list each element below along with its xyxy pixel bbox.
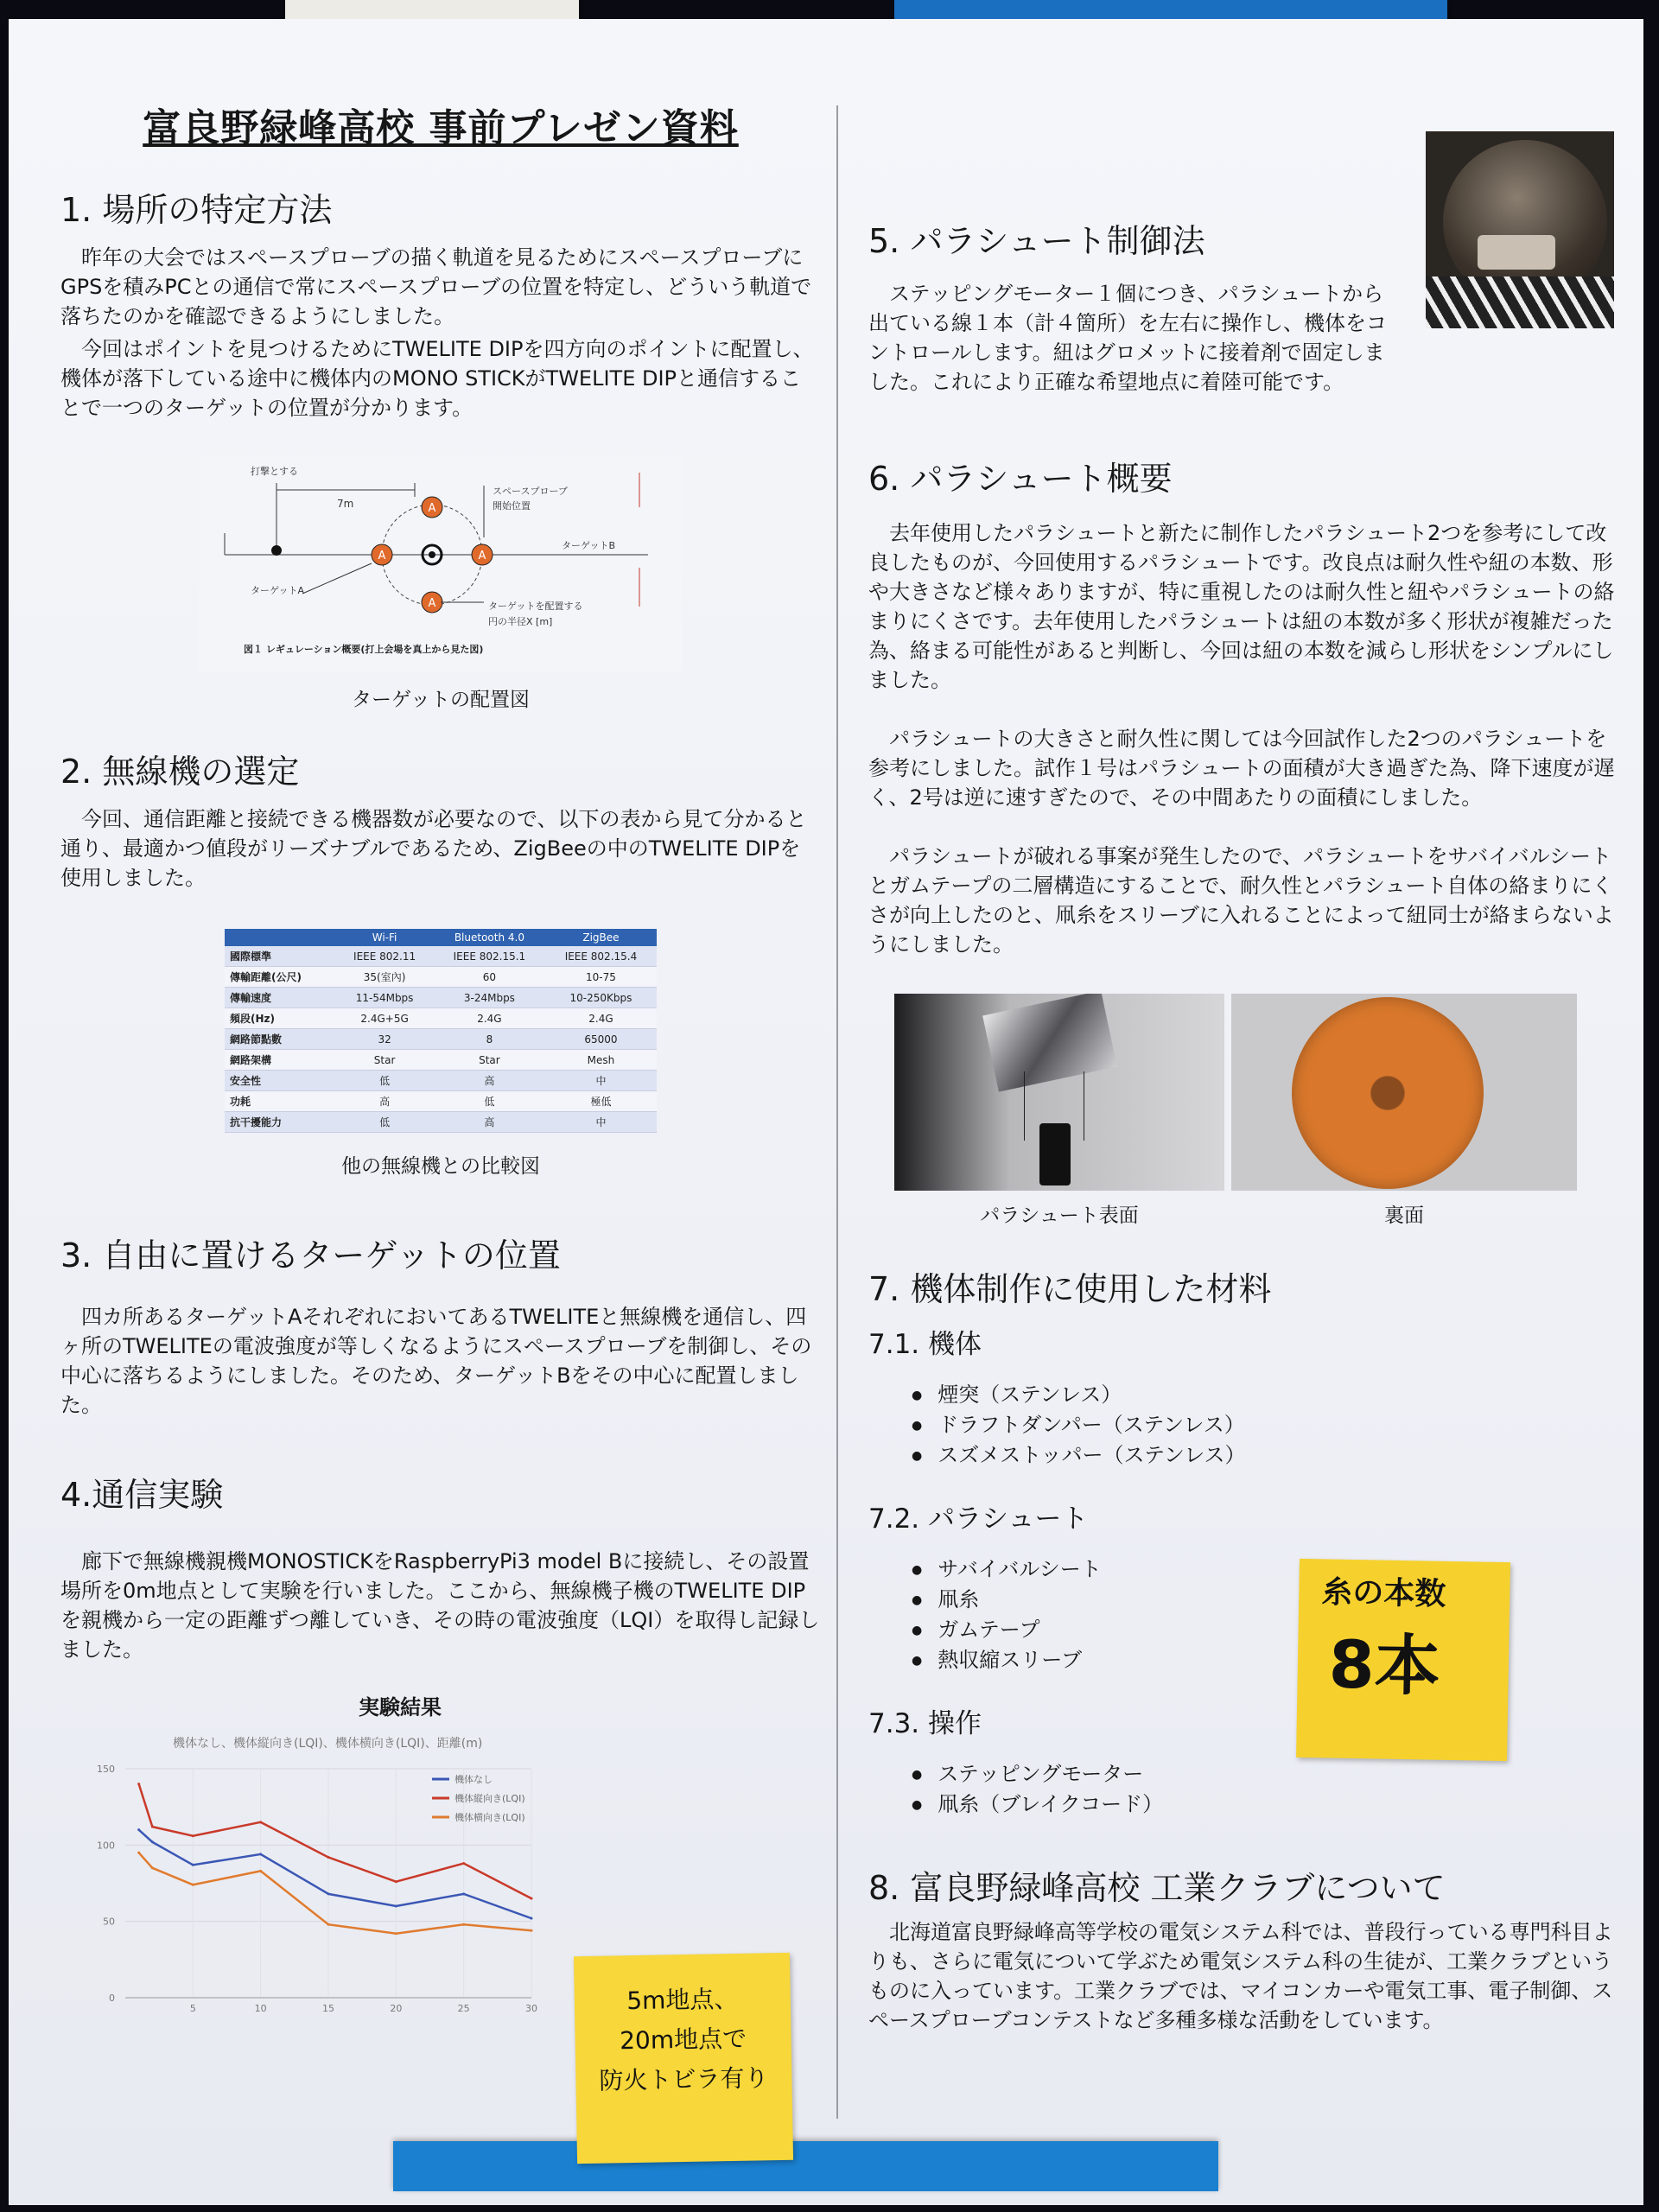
table-cell: Mesh: [545, 1050, 657, 1071]
data-point: [192, 1864, 194, 1866]
parachute-back-photo: [1231, 994, 1577, 1191]
table-cell: 極低: [545, 1091, 657, 1112]
table-cell: 抗干擾能力: [225, 1112, 335, 1133]
paragraph: 北海道富良野緑峰高等学校の電気システム科では、普段行っている専門科目よりも、さらに電気について学ぶため電気システム科の生徒が、工業クラブというものに入っています。工業クラブでは、マイコンカーや電気工事、電子制御、スペースプローブコンテストなど多種多様な活動をしています。: [868, 1920, 1613, 2032]
data-point: [151, 1840, 154, 1843]
materials-list: [912, 1380, 1620, 1471]
paragraph: パラシュートの大きさと耐久性に関しては今回試作した2つのパラシュートを参考にしました。試作１号はパラシュートの面積が大き過ぎた為、降下速度が遅く、2号は逆に速すぎたので、その中間あたりの面積にしました。: [868, 727, 1615, 810]
table-cell: Star: [335, 1050, 434, 1071]
table-cell: 3-24Mbps: [434, 988, 545, 1008]
radio-comparison-figure: [60, 929, 821, 1179]
table-header-cell: ZigBee: [545, 929, 657, 946]
table-cell: 高: [434, 1112, 545, 1133]
paragraph: ステッピングモーター１個につき、パラシュートから出ている線１本（計４箇所）を左右に操作し、機体をコントロールします。紐はグロメットに接着剤で固定しました。これにより正確な希望地点に着陸可能です。: [868, 282, 1387, 394]
table-cell: 2.4G+5G: [335, 1008, 434, 1029]
target-layout-diagram: [199, 455, 683, 671]
section-club: [868, 1861, 1620, 2035]
chart-subtitle: 機体なし、機体縦向き(LQI)、機体横向き(LQI)、距離(m): [173, 1737, 483, 1751]
list-item: ● サバイバルシート: [912, 1554, 1620, 1585]
table-header-cell: Bluetooth 4.0: [434, 929, 545, 946]
diagram-label: 打撃とする: [251, 466, 298, 477]
table-row: [225, 1029, 657, 1050]
list-item: ● スズメストッパー（ステンレス）: [912, 1440, 1620, 1471]
table-cell: 低: [335, 1071, 434, 1091]
note-line: 20m地点で: [619, 2024, 747, 2056]
section-target-position: [60, 1229, 821, 1420]
table-cell: 網路節點數: [225, 1029, 335, 1050]
chart-plot: [60, 1751, 579, 2028]
data-point: [531, 1917, 533, 1920]
section-parachute-control: [868, 131, 1620, 400]
section-heading: 1. 場所の特定方法: [60, 191, 333, 229]
parachute-photos: [894, 994, 1620, 1228]
data-point: [462, 1923, 465, 1926]
table-row: [225, 946, 657, 967]
diagram-label: ターゲットを配置する: [488, 601, 583, 612]
legend-label: 機体なし: [454, 1774, 493, 1785]
data-point: [395, 1932, 397, 1935]
diagram-label: ターゲットA: [251, 585, 305, 596]
note-line: 防火トビラ有り: [599, 2063, 769, 2095]
data-point: [259, 1853, 262, 1855]
table-cell: 傳輸速度: [225, 988, 335, 1008]
table-header-cell: Wi-Fi: [335, 929, 434, 946]
data-point: [327, 1892, 330, 1895]
data-point: [192, 1834, 194, 1837]
section-heading: 7. 機体制作に使用した材料: [868, 1270, 1272, 1308]
right-column: [868, 131, 1620, 2038]
table-cell: 國際標準: [225, 946, 335, 967]
data-point: [395, 1880, 397, 1883]
data-point: [137, 1783, 140, 1785]
section-comm-experiment: [60, 1468, 821, 2031]
sticky-note-door: [574, 1953, 793, 2164]
data-point: [327, 1923, 330, 1926]
list-item: ● ドラフトダンパー（ステンレス）: [912, 1410, 1620, 1440]
table-cell: 32: [335, 1029, 434, 1050]
data-point: [462, 1862, 465, 1865]
table-row: [225, 1091, 657, 1112]
left-column: [60, 97, 821, 2031]
chart-title: 実験結果: [359, 1695, 442, 1719]
x-tick-label: 25: [457, 2003, 470, 2014]
table-cell: 傳輸距離(公尺): [225, 967, 335, 988]
series-line: [139, 1830, 531, 1918]
data-point: [151, 1826, 154, 1828]
diagram-caption: 図１ レギュレーション概要(打上会場を真上から見た図): [244, 644, 484, 655]
table-row: [225, 988, 657, 1008]
section-heading: 4.通信実験: [60, 1476, 224, 1514]
table-cell: 65000: [545, 1029, 657, 1050]
list-item: ● 煙突（ステンレス）: [912, 1380, 1620, 1410]
section-materials: [868, 1262, 1620, 1820]
table-cell: 頻段(Hz): [225, 1008, 335, 1029]
paragraph: パラシュートが破れる事案が発生したので、パラシュートをサバイバルシートとガムテープの二層構造にすることで、耐久性とパラシュート自体の絡まりにくさが向上したのと、凧糸をスリーブに入れることによって紐同士が絡まらないようにしました。: [868, 844, 1614, 957]
table-cell: Star: [434, 1050, 545, 1071]
data-point: [192, 1884, 194, 1886]
poster-sheet: [9, 19, 1643, 2205]
table-row: [225, 1008, 657, 1029]
table-row: [225, 1112, 657, 1133]
section-heading: 2. 無線機の選定: [60, 753, 300, 791]
photo-caption: パラシュート表面: [980, 1205, 1139, 1227]
poster-title: 富良野緑峰高校 事前プレゼン資料: [143, 106, 739, 150]
x-tick-label: 30: [525, 2003, 537, 2014]
subsection-heading: 7.1. 機体: [868, 1329, 982, 1360]
paragraph: 廊下で無線機親機MONOSTICKをRaspberryPi3 model Bに接続し、その設置場所を0m地点として実験を行いました。ここから、無線機子機のTWELITE DIPを親機から一定の距離ずつ離していき、その時の電波強度（LQI）を取得し記録しました。: [60, 1549, 820, 1662]
list-item: ● ガムテープ: [912, 1615, 1620, 1645]
table-cell: 高: [434, 1071, 545, 1091]
marker-label: A: [378, 550, 386, 563]
marker-label: A: [478, 550, 486, 563]
diagram-label: 7m: [337, 498, 354, 510]
y-tick-label: 100: [97, 1840, 115, 1852]
data-point: [259, 1821, 262, 1823]
parachute-front-photo: [894, 994, 1224, 1191]
data-point: [327, 1856, 330, 1859]
table-cell: 10-75: [545, 967, 657, 988]
data-point: [531, 1929, 533, 1932]
list-item: ● ステッピングモーター: [912, 1759, 1620, 1789]
note-value: 8本: [1328, 1625, 1441, 1705]
data-point: [395, 1905, 397, 1908]
marker-label: A: [428, 502, 436, 515]
section-heading: 3. 自由に置けるターゲットの位置: [60, 1236, 561, 1274]
diagram-label: 円の半径X [m]: [488, 616, 553, 627]
table-cell: IEEE 802.15.4: [545, 946, 657, 967]
data-point: [137, 1828, 140, 1831]
legend-label: 機体縦向き(LQI): [454, 1793, 525, 1804]
motor-photo: [1426, 131, 1614, 328]
table-cell: 中: [545, 1112, 657, 1133]
subsection-heading: 7.2. パラシュート: [868, 1503, 1089, 1535]
diagram-label: スペースプローブ: [493, 486, 568, 497]
table-cell: 35(室內): [335, 967, 434, 988]
marker-label: A: [428, 597, 436, 610]
subsection-heading: 7.3. 操作: [868, 1708, 982, 1739]
materials-list: [912, 1554, 1620, 1675]
data-point: [531, 1897, 533, 1900]
table-cell: 60: [434, 967, 545, 988]
y-tick-label: 0: [109, 1993, 115, 2004]
table-cell: 11-54Mbps: [335, 988, 434, 1008]
table-cell: 8: [434, 1029, 545, 1050]
table-cell: 低: [335, 1112, 434, 1133]
y-tick-label: 150: [97, 1764, 115, 1775]
paragraph: 四カ所あるターゲットAそれぞれにおいてあるTWELITEと無線機を通信し、四ヶ所のTWELITEの電波強度が等しくなるようにスペースプローブを制御し、その中心に落ちるようにしました。そのため、ターゲットBをその中心に配置しました。: [60, 1305, 812, 1417]
table-row: [225, 967, 657, 988]
table-row: [225, 1071, 657, 1091]
diagram-label: ターゲットB: [562, 540, 616, 551]
section-location: [60, 183, 821, 712]
diagram-label: 開始位置: [493, 500, 531, 512]
x-tick-label: 10: [254, 2003, 267, 2014]
table-cell: 安全性: [225, 1071, 335, 1091]
column-divider: [836, 105, 838, 2119]
bottom-blue-tape: [393, 2141, 1218, 2191]
note-heading: 糸の本数: [1320, 1574, 1446, 1612]
note-line: 5m地点、: [626, 1984, 739, 2016]
x-tick-label: 5: [189, 2003, 196, 2014]
data-point: [151, 1866, 154, 1869]
sticky-note-string-count: [1296, 1559, 1510, 1761]
x-tick-label: 15: [322, 2003, 334, 2014]
target-layout-figure: [60, 455, 821, 712]
paragraph: 今回はポイントを見つけるためにTWELITE DIPを四方向のポイントに配置し、機体が落下している途中に機体内のMONO STICKがTWELITE DIPと通信することで一つのターゲットの位置が分かります。: [60, 337, 814, 420]
table-header-cell: [225, 929, 335, 946]
data-point: [462, 1892, 465, 1895]
table-cell: 中: [545, 1071, 657, 1091]
section-parachute-overview: [868, 452, 1620, 1228]
radio-comparison-table: [225, 929, 657, 1133]
x-tick-label: 20: [390, 2003, 403, 2014]
table-cell: IEEE 802.11: [335, 946, 434, 967]
legend-label: 機体横向き(LQI): [454, 1812, 525, 1823]
list-item: ● 熱収縮スリーブ: [912, 1645, 1620, 1675]
table-cell: 2.4G: [434, 1008, 545, 1029]
figure-caption: 他の無線機との比較図: [341, 1155, 540, 1178]
sticky-note-text: [574, 1953, 792, 2101]
table-row: [225, 1050, 657, 1071]
list-item: ● 凧糸（ブレイクコード）: [912, 1789, 1620, 1820]
table-cell: 網路架構: [225, 1050, 335, 1071]
y-tick-label: 50: [103, 1916, 115, 1928]
section-heading: 5. パラシュート制御法: [868, 222, 1205, 260]
list-item: ● 凧糸: [912, 1585, 1620, 1615]
section-heading: 6. パラシュート概要: [868, 460, 1173, 498]
table-cell: 2.4G: [545, 1008, 657, 1029]
data-point: [137, 1852, 140, 1854]
paragraph: 今回、通信距離と接続できる機器数が必要なので、以下の表から見て分かると通り、最適かつ値段がリーズナブルであるため、ZigBeeの中のTWELITE DIPを使用しました。: [60, 807, 807, 890]
table-cell: 低: [434, 1091, 545, 1112]
probe-start-marker: [271, 545, 282, 556]
section-radio-selection: [60, 745, 821, 1179]
table-cell: 10-250Kbps: [545, 988, 657, 1008]
data-point: [259, 1870, 262, 1872]
table-cell: 功耗: [225, 1091, 335, 1112]
table-cell: 高: [335, 1091, 434, 1112]
materials-list: [912, 1759, 1620, 1820]
photo-caption: 裏面: [1384, 1205, 1424, 1227]
table-cell: IEEE 802.15.1: [434, 946, 545, 967]
figure-caption: ターゲットの配置図: [351, 689, 531, 711]
paragraph: 去年使用したパラシュートと新たに制作したパラシュート2つを参考にして改良したものが、今回使用するパラシュートです。改良点は耐久性や紐の本数、形や大きさなど様々ありますが、特に重視したのは耐久性と紐やパラシュートの絡まりにくさです。去年使用したパラシュートは紐の本数が多く形状が複雑だった為、絡まる可能性があると判断し、今回は紐の本数を減らし形状をシンプルにしました。: [868, 521, 1615, 692]
paragraph: 昨年の大会ではスペースプローブの描く軌道を見るためにスペースプローブにGPSを積みPCとの通信で常にスペースプローブの位置を特定し、どういう軌道で落ちたのかを確認できるようにしました。: [60, 245, 812, 328]
section-heading: 8. 富良野緑峰高校 工業クラブについて: [868, 1869, 1446, 1907]
